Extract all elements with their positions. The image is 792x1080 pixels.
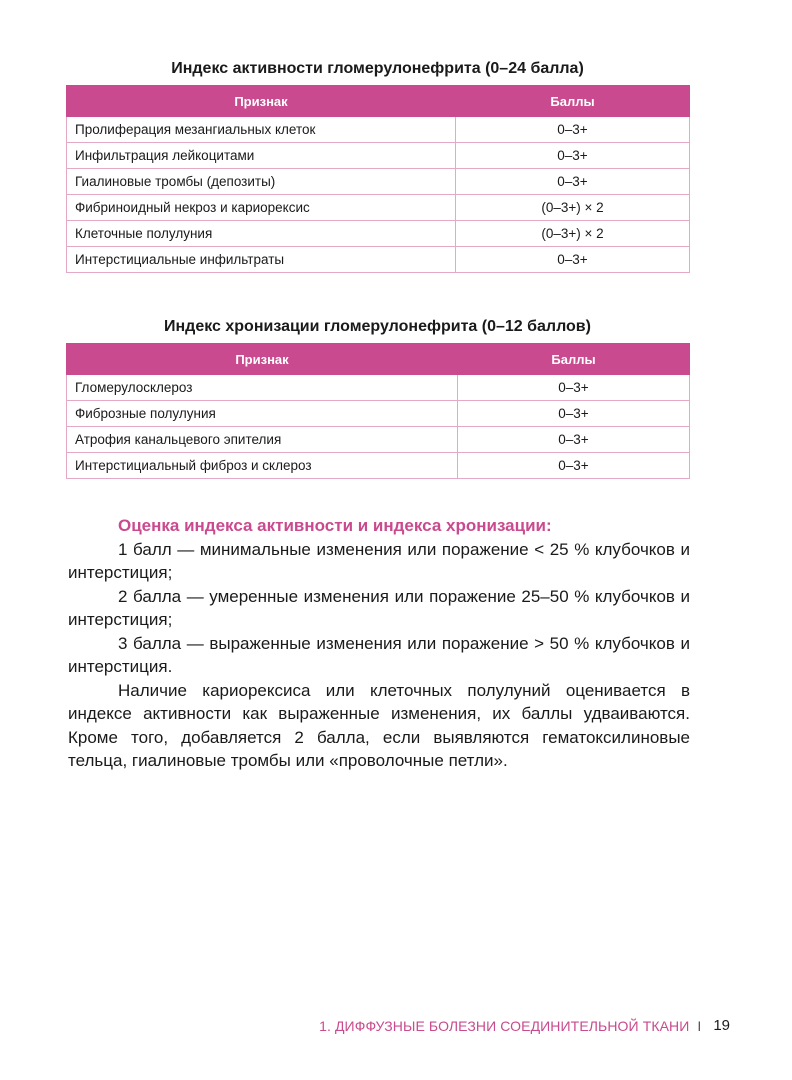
chronicity-table [66,343,690,479]
table-header-row [67,86,690,117]
score-cell: 0–3+ [458,401,690,427]
score-cell: 0–3+ [456,247,690,273]
feature-cell: Интерстициальные инфильтраты [67,247,456,273]
feature-cell: Гиалиновые тромбы (депозиты) [67,169,456,195]
paragraph: Наличие кариорексиса или клеточных полулуний оценивается в индексе активности как выраженные изменения, их баллы удваиваются. Кроме того, добавляется 2 балла, если выявляются гематоксилиновые тельца, гиалиновые тромбы или «проволочные петли». [68,680,690,770]
table-row [67,375,690,401]
table-row [67,427,690,453]
table-row [67,453,690,479]
paragraph: 2 балла — умеренные изменения или поражение 25–50 % клубочков и интерстиция; [68,586,690,629]
score-cell: (0–3+) × 2 [456,221,690,247]
score-cell: 0–3+ [456,117,690,143]
chronicity-table-title: Индекс хронизации гломерулонефрита (0–12 баллов) [164,318,591,335]
score-cell: (0–3+) × 2 [456,195,690,221]
assessment-heading: Оценка индекса активности и индекса хронизации: [118,516,552,535]
score-cell: 0–3+ [458,427,690,453]
column-header-score: Баллы [456,86,690,117]
score-cell: 0–3+ [458,375,690,401]
table-row [67,221,690,247]
table-row [67,117,690,143]
feature-cell: Интерстициальный фиброз и склероз [67,453,458,479]
table-row [67,195,690,221]
chapter-title: 1. ДИФФУЗНЫЕ БОЛЕЗНИ СОЕДИНИТЕЛЬНОЙ ТКАНИ [319,1017,690,1034]
activity-table [66,85,690,273]
table-row [67,169,690,195]
feature-cell: Инфильтрация лейкоцитами [67,143,456,169]
feature-cell: Клеточные полулуния [67,221,456,247]
page-number: 19 [713,1017,730,1034]
feature-cell: Фибриноидный некроз и кариорексис [67,195,456,221]
column-header-feature: Признак [67,86,456,117]
footer-separator: I [697,1017,702,1034]
page-footer [319,1017,730,1034]
column-header-score: Баллы [458,344,690,375]
paragraph: 3 балла — выраженные изменения или поражение > 50 % клубочков и интерстиция. [68,633,690,676]
assessment-section [68,514,690,773]
column-header-feature: Признак [67,344,458,375]
table-row [67,247,690,273]
table-row [67,401,690,427]
score-cell: 0–3+ [456,143,690,169]
table-header-row [67,344,690,375]
table-row [67,143,690,169]
score-cell: 0–3+ [456,169,690,195]
paragraph: 1 балл — минимальные изменения или поражение < 25 % клубочков и интерстиция; [68,539,690,582]
feature-cell: Пролиферация мезангиальных клеток [67,117,456,143]
feature-cell: Атрофия канальцевого эпителия [67,427,458,453]
activity-table-title: Индекс активности гломерулонефрита (0–24 балла) [171,60,584,77]
feature-cell: Фиброзные полулуния [67,401,458,427]
feature-cell: Гломерулосклероз [67,375,458,401]
score-cell: 0–3+ [458,453,690,479]
